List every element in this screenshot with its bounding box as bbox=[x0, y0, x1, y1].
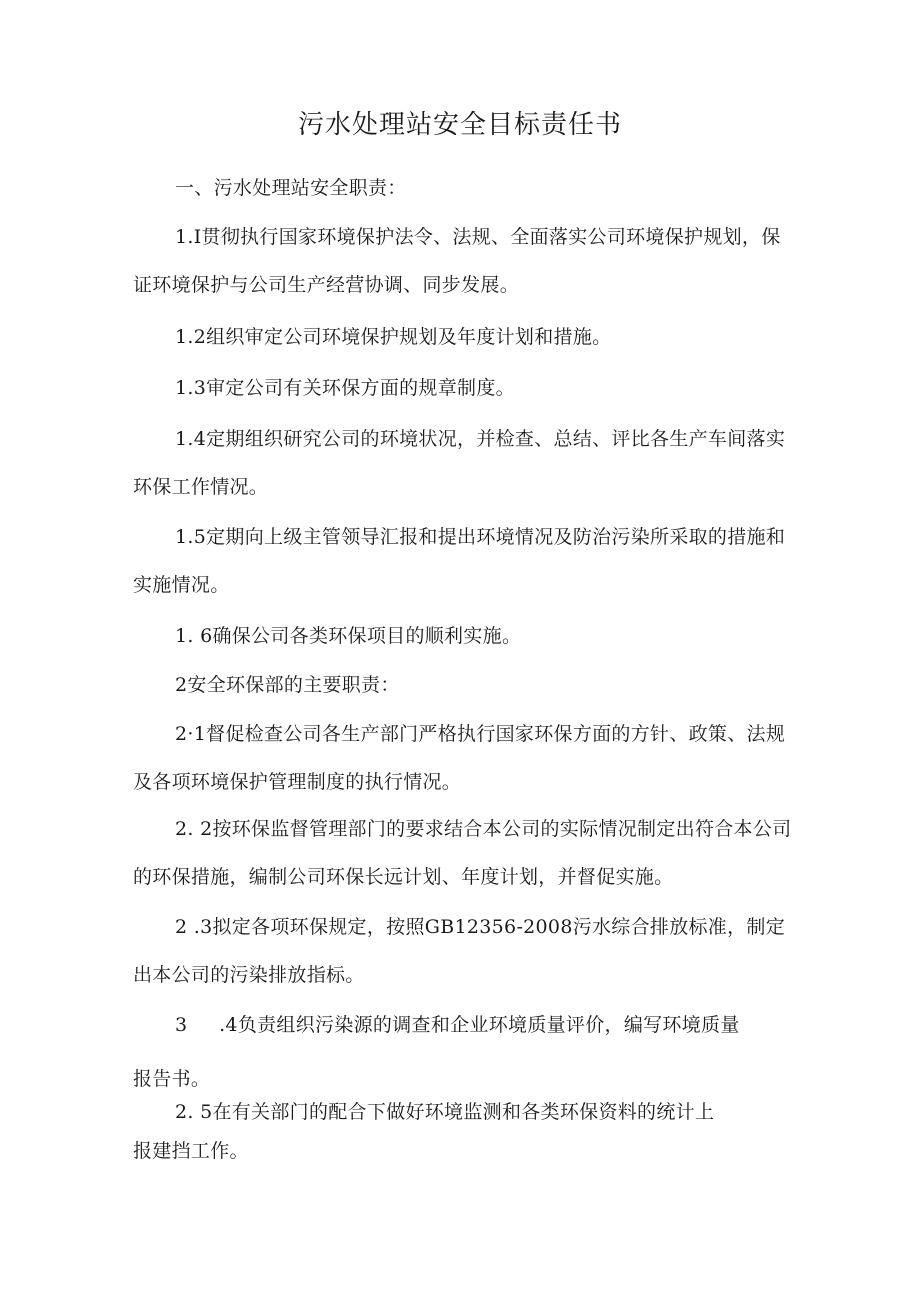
paragraph-1-4: 1.4定期组织研究公司的环境状况，并检查、总结、评比各生产车间落实环保工作情况。 bbox=[133, 428, 786, 498]
section-heading-1: 一、污水处理站安全职责： bbox=[175, 177, 407, 199]
paragraph-2-5-line-1: 2. 5在有关部门的配合下做好环境监测和各类环保资料的统计上 bbox=[175, 1101, 715, 1123]
paragraph-2-4-line-1: 3 .4负责组织污染源的调查和企业环境质量评价，编写环境质量 bbox=[175, 1014, 740, 1036]
paragraph-2-1: 2·1督促检查公司各生产部门严格执行国家环保方面的方针、政策、法规及各项环境保护管理制度的执行情况。 bbox=[133, 723, 786, 793]
paragraph-2-3: 2 .3拟定各项环保规定，按照GB12356-2008污水综合排放标准，制定出本公司的污染排放指标。 bbox=[133, 916, 786, 986]
paragraph-1-1: 1.I贯彻执行国家环境保护法令、法规、全面落实公司环境保护规划，保证环境保护与公司生产经营协调、同步发展。 bbox=[133, 226, 781, 296]
paragraph-2-5-line-2: 报建挡工作。 bbox=[133, 1140, 249, 1162]
paragraph-1-6: 1. 6确保公司各类环保项目的顺利实施。 bbox=[175, 625, 522, 647]
section-heading-2: 2安全环保部的主要职责： bbox=[175, 674, 400, 696]
paragraph-1-3: 1.3审定公司有关环保方面的规章制度。 bbox=[175, 377, 515, 399]
paragraph-2-4-line-2: 报告书。 bbox=[133, 1068, 211, 1090]
paragraph-1-5: 1.5定期向上级主管领导汇报和提出环境情况及防治污染所采取的措施和实施情况。 bbox=[133, 526, 786, 596]
paragraph-1-2: 1.2组织审定公司环境保护规划及年度计划和措施。 bbox=[175, 326, 612, 348]
document-title: 污水处理站安全目标责任书 bbox=[297, 110, 622, 140]
paragraph-2-2: 2. 2按环保监督管理部门的要求结合本公司的实际情况制定出符合本公司的环保措施，编制公司环保长远计划、年度计划，并督促实施。 bbox=[133, 818, 792, 888]
